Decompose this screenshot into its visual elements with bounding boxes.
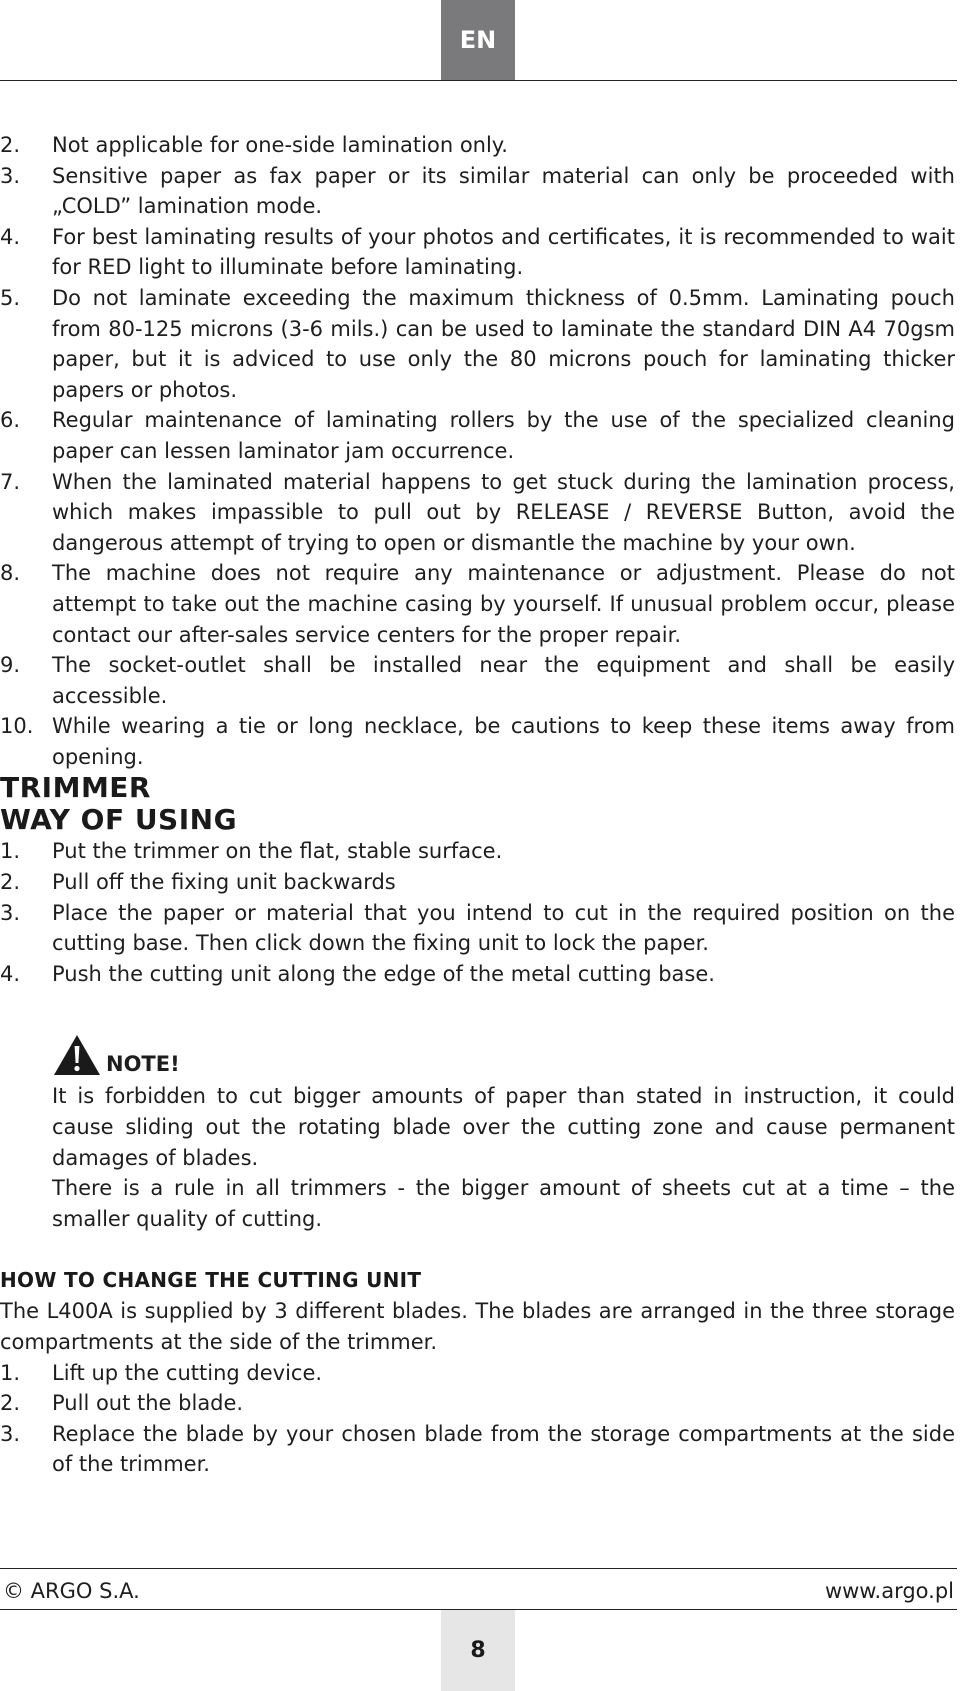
note-block — [0, 1029, 955, 1234]
item-number: 2. — [0, 1391, 21, 1416]
footer-rule-top — [0, 1568, 957, 1569]
item-number: 2. — [0, 133, 21, 157]
item-text: Do not laminate exceeding the maximum thickness of 0.5mm. Laminating pouch from 80-125 microns (3-6 mils.) can be used to laminate the standard DIN A4 70gsm paper, but it is adviced to use only the 80 microns pouch for laminating thicker papers or photos. — [52, 285, 955, 402]
way-of-using-heading: WAY OF USING — [0, 803, 238, 837]
item-number: 10. — [0, 714, 34, 739]
list-item — [0, 867, 955, 898]
list-item — [0, 898, 955, 959]
change-cutting-unit-heading: HOW TO CHANGE THE CUTTING UNIT — [0, 1268, 422, 1293]
item-number: 8. — [0, 561, 21, 586]
copyright-text: © ARGO S.A. — [3, 1579, 140, 1603]
item-number: 7. — [0, 469, 21, 494]
list-item — [0, 1358, 955, 1389]
item-number: 9. — [0, 653, 21, 678]
item-number: 4. — [0, 224, 21, 249]
item-number: 6. — [0, 408, 21, 433]
list-item — [0, 650, 955, 711]
list-item — [0, 222, 955, 283]
item-text: Lift up the cutting device. — [52, 1360, 323, 1385]
way-of-using-list — [0, 836, 955, 989]
page-number: 8 — [470, 1638, 486, 1663]
item-text: Pull out the blade. — [52, 1391, 244, 1416]
note-body — [52, 1081, 955, 1234]
item-number: 4. — [0, 961, 21, 986]
list-item — [0, 1419, 955, 1480]
list-item — [0, 711, 955, 772]
note-label: NOTE! — [106, 1052, 180, 1077]
item-number: 5. — [0, 285, 21, 310]
language-tab — [441, 0, 515, 80]
list-item — [0, 161, 955, 222]
item-text: While wearing a tie or long necklace, be cautions to keep these items away from opening. — [52, 714, 955, 769]
item-text: Sensitive paper as fax paper or its similar material can only be proceeded with „COLD” lamination mode. — [52, 163, 955, 219]
item-number: 2. — [0, 870, 21, 895]
page-content — [0, 130, 955, 1480]
item-number: 3. — [0, 1421, 21, 1446]
item-text: When the laminated material happens to get stuck during the lamination process, which makes impassible to pull out by RELEASE / REVERSE Button, avoid the dangerous attempt of trying to open or dismantle the machine by your own. — [52, 469, 955, 555]
item-text: Put the trimmer on the flat, stable surface. — [52, 839, 503, 864]
website-text: www.argo.pl — [824, 1579, 954, 1603]
item-number: 1. — [0, 1360, 21, 1385]
warning-triangle-icon — [52, 1033, 102, 1077]
item-text: Regular maintenance of laminating rollers by the use of the specialized cleaning paper can lessen laminator jam occurrence. — [52, 408, 955, 463]
item-number: 3. — [0, 163, 21, 188]
note-header — [52, 1029, 955, 1077]
list-item — [0, 130, 955, 161]
precautions-list — [0, 130, 955, 772]
change-intro-text: The L400A is supplied by 3 different blades. The blades are arranged in the three storage compartments at the side of the trimmer. — [0, 1299, 955, 1354]
item-number: 1. — [0, 839, 21, 864]
item-text: Not applicable for one-side lamination only. — [52, 133, 508, 157]
list-item — [0, 836, 955, 867]
item-text: Replace the blade by your chosen blade from the storage compartments at the side of the trimmer. — [52, 1421, 955, 1477]
change-steps-list — [0, 1358, 955, 1480]
note-paragraph: There is a rule in all trimmers - the bigger amount of sheets cut at a time – the smaller quality of cutting. — [52, 1176, 955, 1231]
footer — [3, 1576, 954, 1606]
trimmer-heading: TRIMMER — [0, 771, 151, 805]
list-item — [0, 558, 955, 650]
page-number-box — [441, 1610, 515, 1691]
list-item — [0, 467, 955, 559]
list-item — [0, 1388, 955, 1419]
list-item — [0, 283, 955, 405]
item-text: The machine does not require any maintenance or adjustment. Please do not attempt to take out the machine casing by yourself. If unusual problem occur, please contact our after-sales service centers for the proper repair. — [52, 561, 955, 647]
item-number: 3. — [0, 900, 21, 925]
item-text: Place the paper or material that you intend to cut in the required position on the cutting base. Then click down the fixing unit to lock the paper. — [52, 900, 955, 956]
language-label: EN — [459, 26, 497, 54]
note-paragraph: It is forbidden to cut bigger amounts of paper than stated in instruction, it could cause sliding out the rotating blade over the cutting zone and cause permanent damages of blades. — [52, 1084, 955, 1170]
header-rule — [0, 80, 957, 81]
list-item — [0, 405, 955, 466]
item-text: The socket-outlet shall be installed near the equipment and shall be easily accessible. — [52, 653, 955, 708]
item-text: Pull off the fixing unit backwards — [52, 870, 396, 895]
item-text: For best laminating results of your photos and certificates, it is recommended to wait for RED light to illuminate before laminating. — [52, 224, 955, 280]
item-text: Push the cutting unit along the edge of the metal cutting base. — [52, 961, 715, 986]
list-item — [0, 959, 955, 990]
